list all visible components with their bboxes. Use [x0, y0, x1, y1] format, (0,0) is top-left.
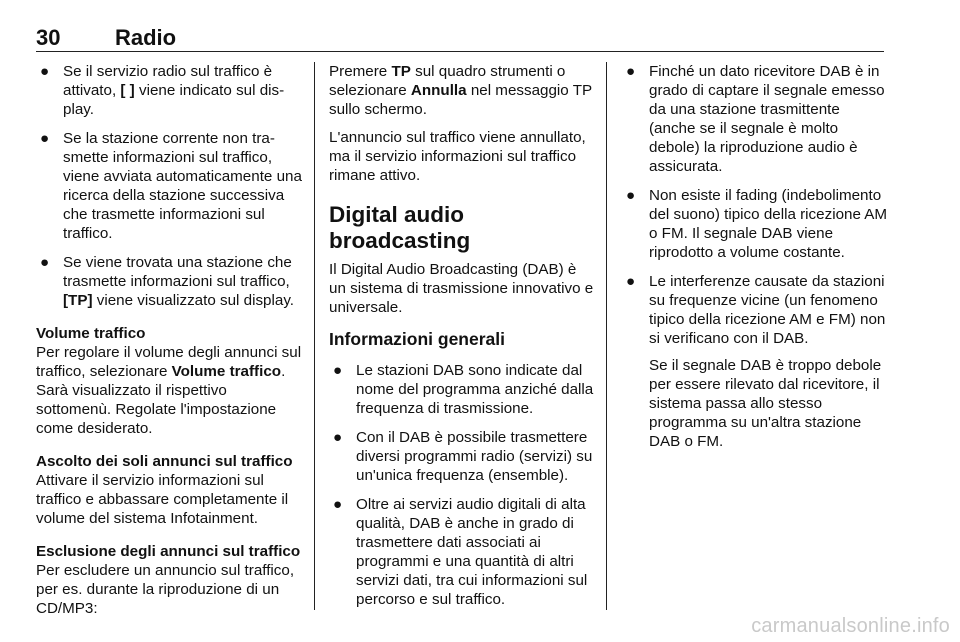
header-divider: [36, 51, 884, 52]
bullet-icon: ●: [333, 362, 343, 379]
list-item: ● Se viene trovata una stazione che trasmette informazioni sul traffico, [TP] viene visualizzato sul display.: [40, 254, 295, 309]
dab-heading: Digital audio broadcasting: [329, 202, 471, 253]
bullet-icon: ●: [40, 130, 50, 147]
dab-bullets: [329, 361, 594, 609]
column-divider-2: [606, 62, 607, 610]
bullet-icon: ●: [626, 187, 636, 204]
traffic-bullets: [36, 62, 302, 310]
followup-text: Se il segnale DAB è troppo debole per essere rilevato dal ricevitore, il sistema passa allo stesso programma su un'altra stazione DAB o FM.: [649, 357, 882, 450]
list-item: ● Non esiste il fading (indebolimento del suono) tipico della ricezione AM o FM. Il segnale DAB viene riprodotto a volume costante.: [626, 187, 888, 261]
list-item: ● Finché un dato ricevitore DAB è in grado di captare il segnale emesso da una stazione trasmittente (anche se il segnale è molto debole) la riproduzione audio è assicurata.: [626, 63, 885, 175]
dab-advantages: [622, 62, 888, 348]
column-divider-1: [314, 62, 315, 610]
bullet-icon: ●: [40, 254, 50, 271]
column-3: [622, 62, 888, 460]
list-item: ● Se la stazione corrente non trasmette informazioni sul traffico, viene avviata automaticamente una ricerca della stazione successiva che trasmette informazioni sul traffico.: [40, 130, 302, 242]
list-item: ● Le stazioni DAB sono indicate dal nome del programma anziché dalla frequenza di trasmissione.: [333, 362, 594, 417]
watermark: carmanualsonline.info: [751, 615, 950, 637]
bullet-icon: ●: [626, 63, 636, 80]
list-item: ● Se il servizio radio sul traffico è attivato, [ ] viene indicato sul display.: [40, 63, 285, 118]
bullet-icon: ●: [333, 496, 343, 513]
info-heading: Informazioni generali: [329, 329, 505, 349]
column-1: [36, 62, 302, 627]
volume-section: Volume traffico Per regolare il volume degli annunci sul traffico, selezionare Volume traffico. Sarà visualizzato il rispettivo sottomenù. Regolate l'impostazione come desiderato.: [36, 325, 302, 437]
ascolto-section: Ascolto dei soli annunci sul traffico Attivare il servizio informazioni sul traffico e abbassare completamente il volume del sistema Infotainment.: [36, 452, 302, 528]
bullet-icon: ●: [40, 63, 50, 80]
bullet-icon: ●: [626, 273, 636, 290]
list-item: ● Le interferenze causate da stazioni su frequenze vicine (un fenomeno tipico della ricezione AM e FM) non si verificano con il DAB.: [626, 273, 886, 347]
dab-intro: Il Digital Audio Broadcasting (DAB) è un sistema di trasmissione innovativo e universale.: [329, 261, 594, 316]
page-header: [36, 26, 884, 52]
bullet-icon: ●: [333, 429, 343, 446]
esclusione-section: Esclusione degli annunci sul traffico Per escludere un annuncio sul traffico, per es. durante la riproduzione di un CD/MP3:: [36, 543, 301, 617]
esclusione-heading: Esclusione degli annunci sul traffico: [36, 543, 301, 560]
cancel-text: L'annuncio sul traffico viene annullato, ma il servizio informazioni sul traffico rimane attivo.: [329, 129, 586, 184]
ascolto-heading: Ascolto dei soli annunci sul traffico: [36, 453, 293, 470]
list-item: ● Con il DAB è possibile trasmettere diversi programmi radio (servizi) su un'unica frequenza (ensemble).: [333, 429, 593, 484]
tp-instruction: Premere TP sul quadro strumenti o selezionare Annulla nel messaggio TP sullo schermo.: [329, 63, 592, 118]
list-item: ● Oltre ai servizi audio digitali di alta qualità, DAB è anche in grado di trasmettere dati associati ai programmi e una quantità di altri servizi dati, tra cui informazioni sul percorso e sul traffico.: [333, 496, 588, 608]
section-title: Radio: [115, 25, 177, 50]
column-2: [329, 62, 594, 619]
page-number: 30: [36, 25, 61, 50]
volume-heading: Volume traffico: [36, 325, 146, 342]
